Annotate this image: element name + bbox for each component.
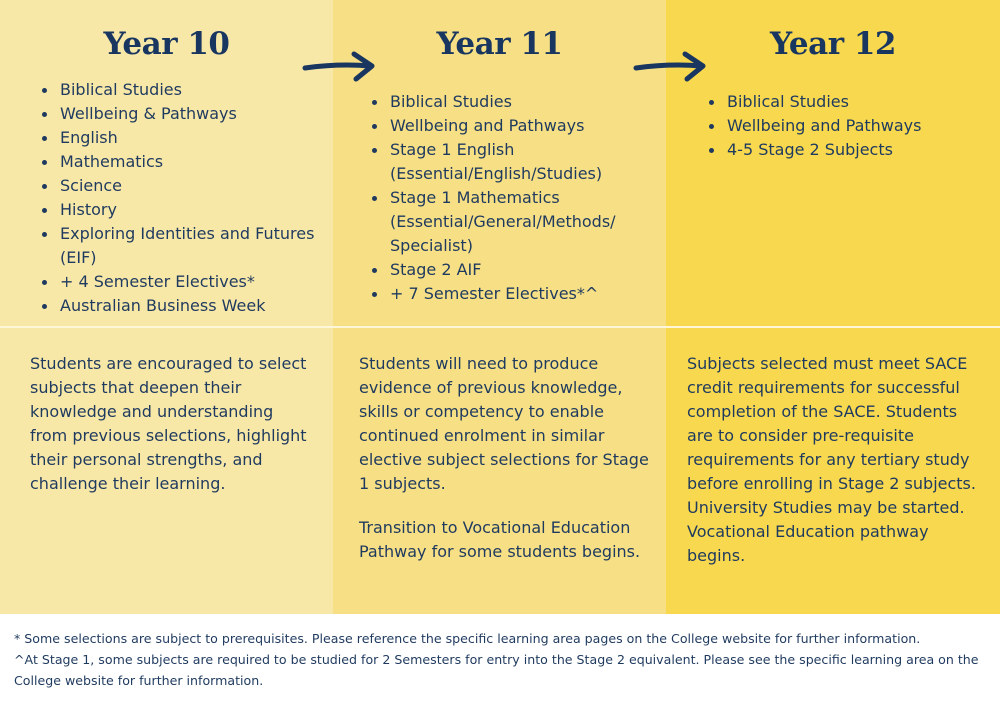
list-item: + 4 Semester Electives* [60,270,350,294]
footnotes [14,628,989,691]
year-10-description: Students are encouraged to select subjects that deepen their knowledge and understanding from previous selections, highlight their personal strengths, and challenge their learning. [30,354,307,493]
year-11-description: Students will need to produce evidence of previous knowledge, skills or competency to enable continued enrolment in similar elective subject selections for Stage 1 subjects. [359,354,649,493]
footnote-prerequisites: * Some selections are subject to prerequisites. Please reference the specific learning area pages on the College website for further information. [14,631,921,646]
list-item: Stage 1 English (Essential/English/Studies) [390,138,680,186]
year-10-column [0,0,333,614]
year-12-column [666,0,1000,614]
list-item: Biblical Studies [727,90,1000,114]
year-12-subject-list [697,90,1000,162]
list-item: Mathematics [60,150,350,174]
list-item: Wellbeing and Pathways [727,114,1000,138]
list-item: Australian Business Week [60,294,350,318]
year-11-heading: Year 11 [436,26,563,62]
year-10-heading: Year 10 [103,26,230,62]
year-11-column [333,0,666,614]
year-12-description: Subjects selected must meet SACE credit requirements for successful completion of the SACE. Students are to consider pre-requisite requirements for any tertiary study before enrolling in Stage 2 subjects. University Studies may be started. Vocational Education pathway begins. [687,354,976,565]
year-10-subject-list [30,78,350,318]
section-divider [0,326,1000,328]
list-item: Biblical Studies [60,78,350,102]
list-item: History [60,198,350,222]
list-item: Stage 1 Mathematics (Essential/General/Methods/ Specialist) [390,186,680,258]
year-11-subject-list [360,90,680,306]
footnote-stage-1: ^At Stage 1, some subjects are required to be studied for 2 Semesters for entry into the Stage 2 equivalent. Please see the specific learning area on the College website for further information. [14,652,979,688]
year-11-vocational-note: Transition to Vocational Education Pathway for some students begins. [359,518,641,561]
list-item: Exploring Identities and Futures (EIF) [60,222,350,270]
list-item: English [60,126,350,150]
list-item: + 7 Semester Electives*^ [390,282,680,306]
list-item: Biblical Studies [390,90,680,114]
arrow-right-icon [302,50,378,84]
list-item: Wellbeing & Pathways [60,102,350,126]
list-item: Wellbeing and Pathways [390,114,680,138]
list-item: 4-5 Stage 2 Subjects [727,138,1000,162]
arrow-right-icon [633,50,709,84]
year-12-heading: Year 12 [769,26,896,62]
list-item: Stage 2 AIF [390,258,680,282]
list-item: Science [60,174,350,198]
